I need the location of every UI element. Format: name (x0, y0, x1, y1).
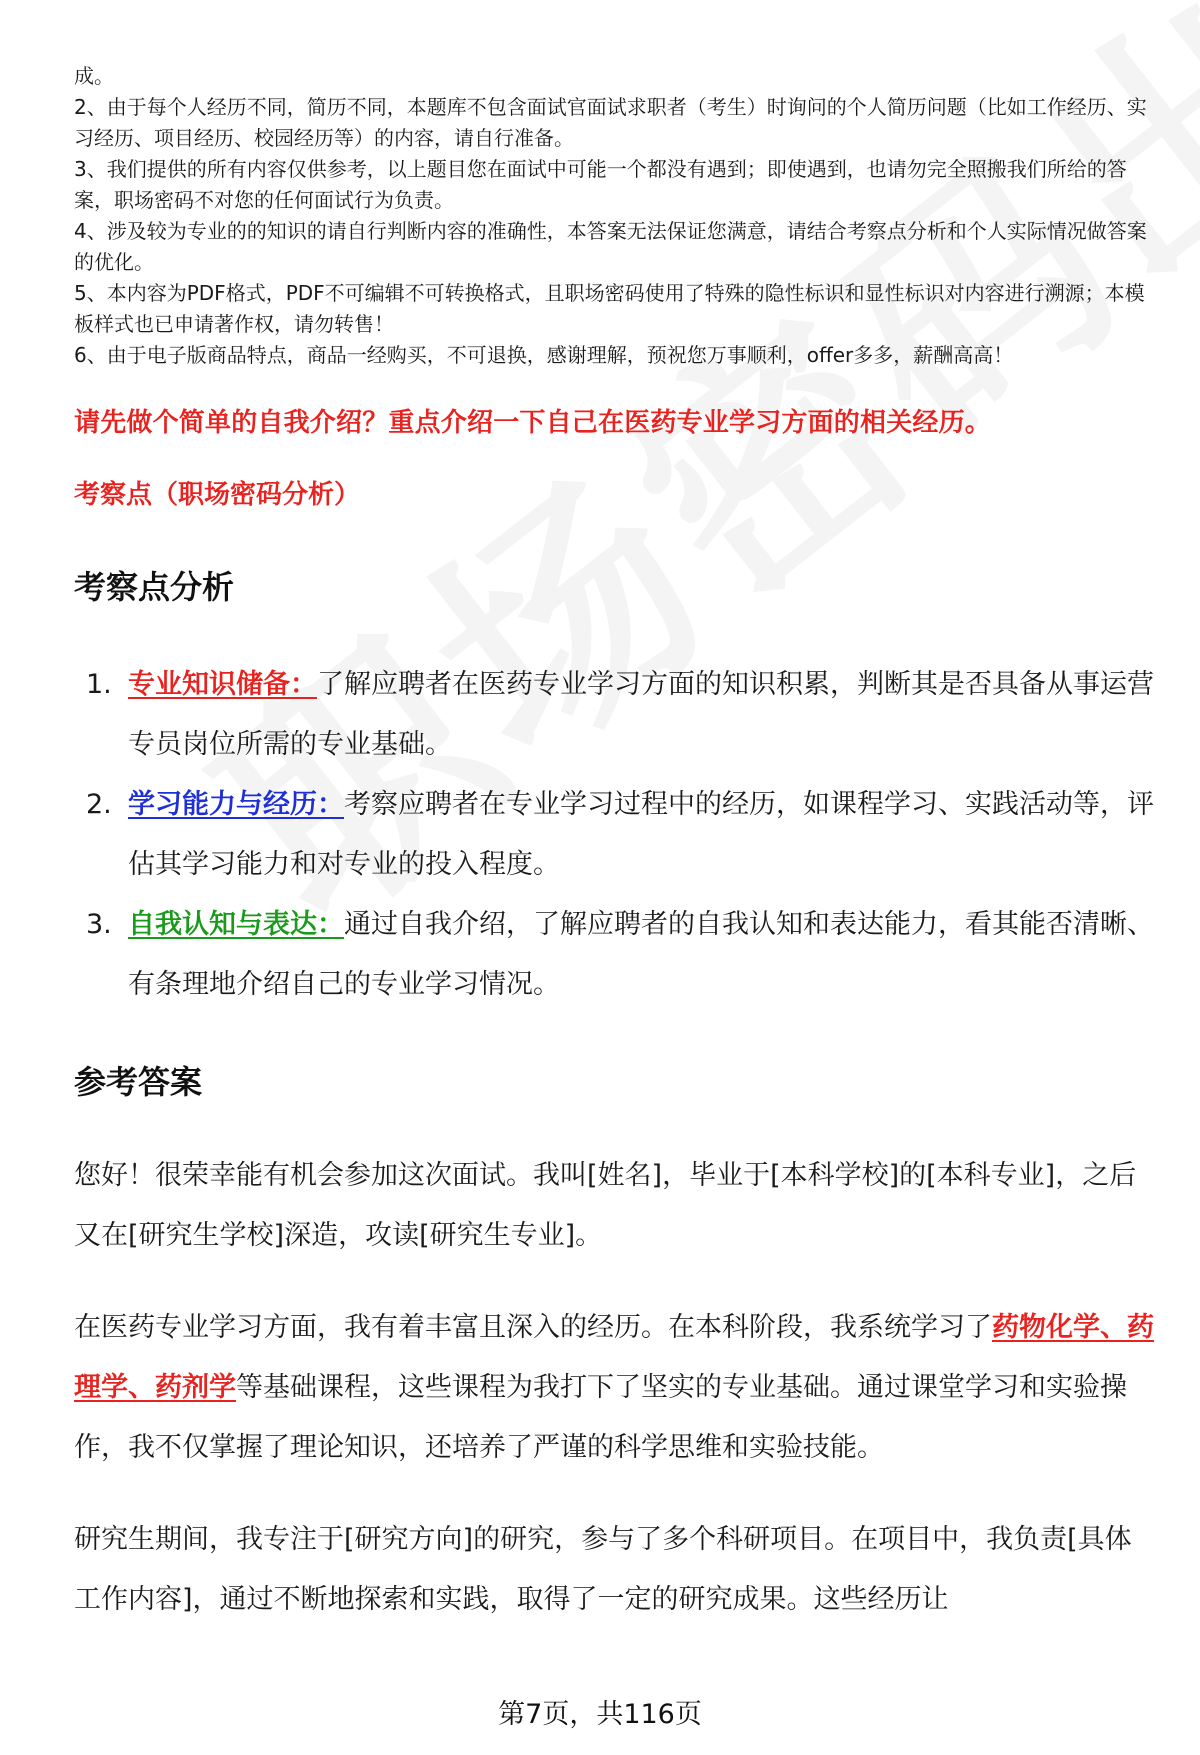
note-line: 2、由于每个人经历不同，简历不同，本题库不包含面试官面试求职者（考生）时询问的个人简历问题（比如工作经历、实习经历、项目经历、校园经历等）的内容，请自行准备。 (74, 95, 1147, 150)
item-text: 考察应聘者在专业学习过程中的经历，如课程学习、实践活动等，评估其学习能力和对专业的投入程度。 (128, 789, 1154, 880)
item-text: 了解应聘者在医药专业学习方面的知识积累，判断其是否具备从事运营专员岗位所需的专业基础。 (128, 669, 1154, 760)
answer-paragraph: 您好！很荣幸能有机会参加这次面试。我叫[姓名]，毕业于[本科学校]的[本科专业]，之后又在[研究生学校]深造，攻读[研究生专业]。 (74, 1160, 1137, 1251)
item-number: 3. (86, 909, 112, 940)
answer-highlight: 药物化学、药理学、药剂学 (74, 1312, 1154, 1403)
item-number: 2. (86, 789, 112, 820)
answer-paragraph (74, 1298, 1154, 1478)
note-line: 成。 (74, 64, 114, 88)
analysis-item (74, 655, 1154, 775)
analysis-list (74, 655, 1154, 1015)
item-number: 1. (86, 669, 112, 700)
note-line: 6、由于电子版商品特点，商品一经购买，不可退换，感谢理解，预祝您万事顺利，offer多多，薪酬高高！ (74, 343, 1014, 367)
note-line: 4、涉及较为专业的的知识的请自行判断内容的准确性，本答案无法保证您满意，请结合考察点分析和个人实际情况做答案的优化。 (74, 219, 1147, 274)
answer-text: 在医药专业学习方面，我有着丰富且深入的经历。在本科阶段，我系统学习了 (74, 1312, 992, 1343)
note-line: 3、我们提供的所有内容仅供参考，以上题目您在面试中可能一个都没有遇到；即使遇到，也请勿完全照搬我们所给的答案，职场密码不对您的任何面试行为负责。 (74, 157, 1127, 212)
item-keyword: 学习能力与经历： (128, 789, 344, 820)
answer-body (74, 1146, 1154, 1662)
answer-text: 等基础课程，这些课程为我打下了坚实的专业基础。通过课堂学习和实验操作，我不仅掌握了理论知识，还培养了严谨的科学思维和实验技能。 (74, 1372, 1127, 1463)
notes-section (74, 61, 1154, 371)
analysis-item (74, 775, 1154, 895)
analysis-subhead: 考察点（职场密码分析） (74, 480, 361, 510)
note-line: 5、本内容为PDF格式，PDF不可编辑不可转换格式，且职场密码使用了特殊的隐性标识和显性标识对内容进行溯源；本模板样式也已申请著作权，请勿转售！ (74, 281, 1145, 336)
item-keyword: 专业知识储备： (128, 669, 317, 700)
interview-question: 请先做个简单的自我介绍？重点介绍一下自己在医药专业学习方面的相关经历。 (74, 408, 992, 438)
item-text: 通过自我介绍，了解应聘者的自我认知和表达能力，看其能否清晰、有条理地介绍自己的专业学习情况。 (128, 909, 1154, 1000)
answer-paragraph: 研究生期间，我专注于[研究方向]的研究，参与了多个科研项目。在项目中，我负责[具体工作内容]，通过不断地探索和实践，取得了一定的研究成果。这些经历让 (74, 1524, 1132, 1615)
page-number: 第7页，共116页 (498, 1699, 702, 1730)
answer-heading: 参考答案 (74, 1063, 203, 1101)
analysis-heading: 考察点分析 (74, 568, 235, 606)
analysis-item (74, 895, 1154, 1015)
item-keyword: 自我认知与表达： (128, 909, 344, 940)
